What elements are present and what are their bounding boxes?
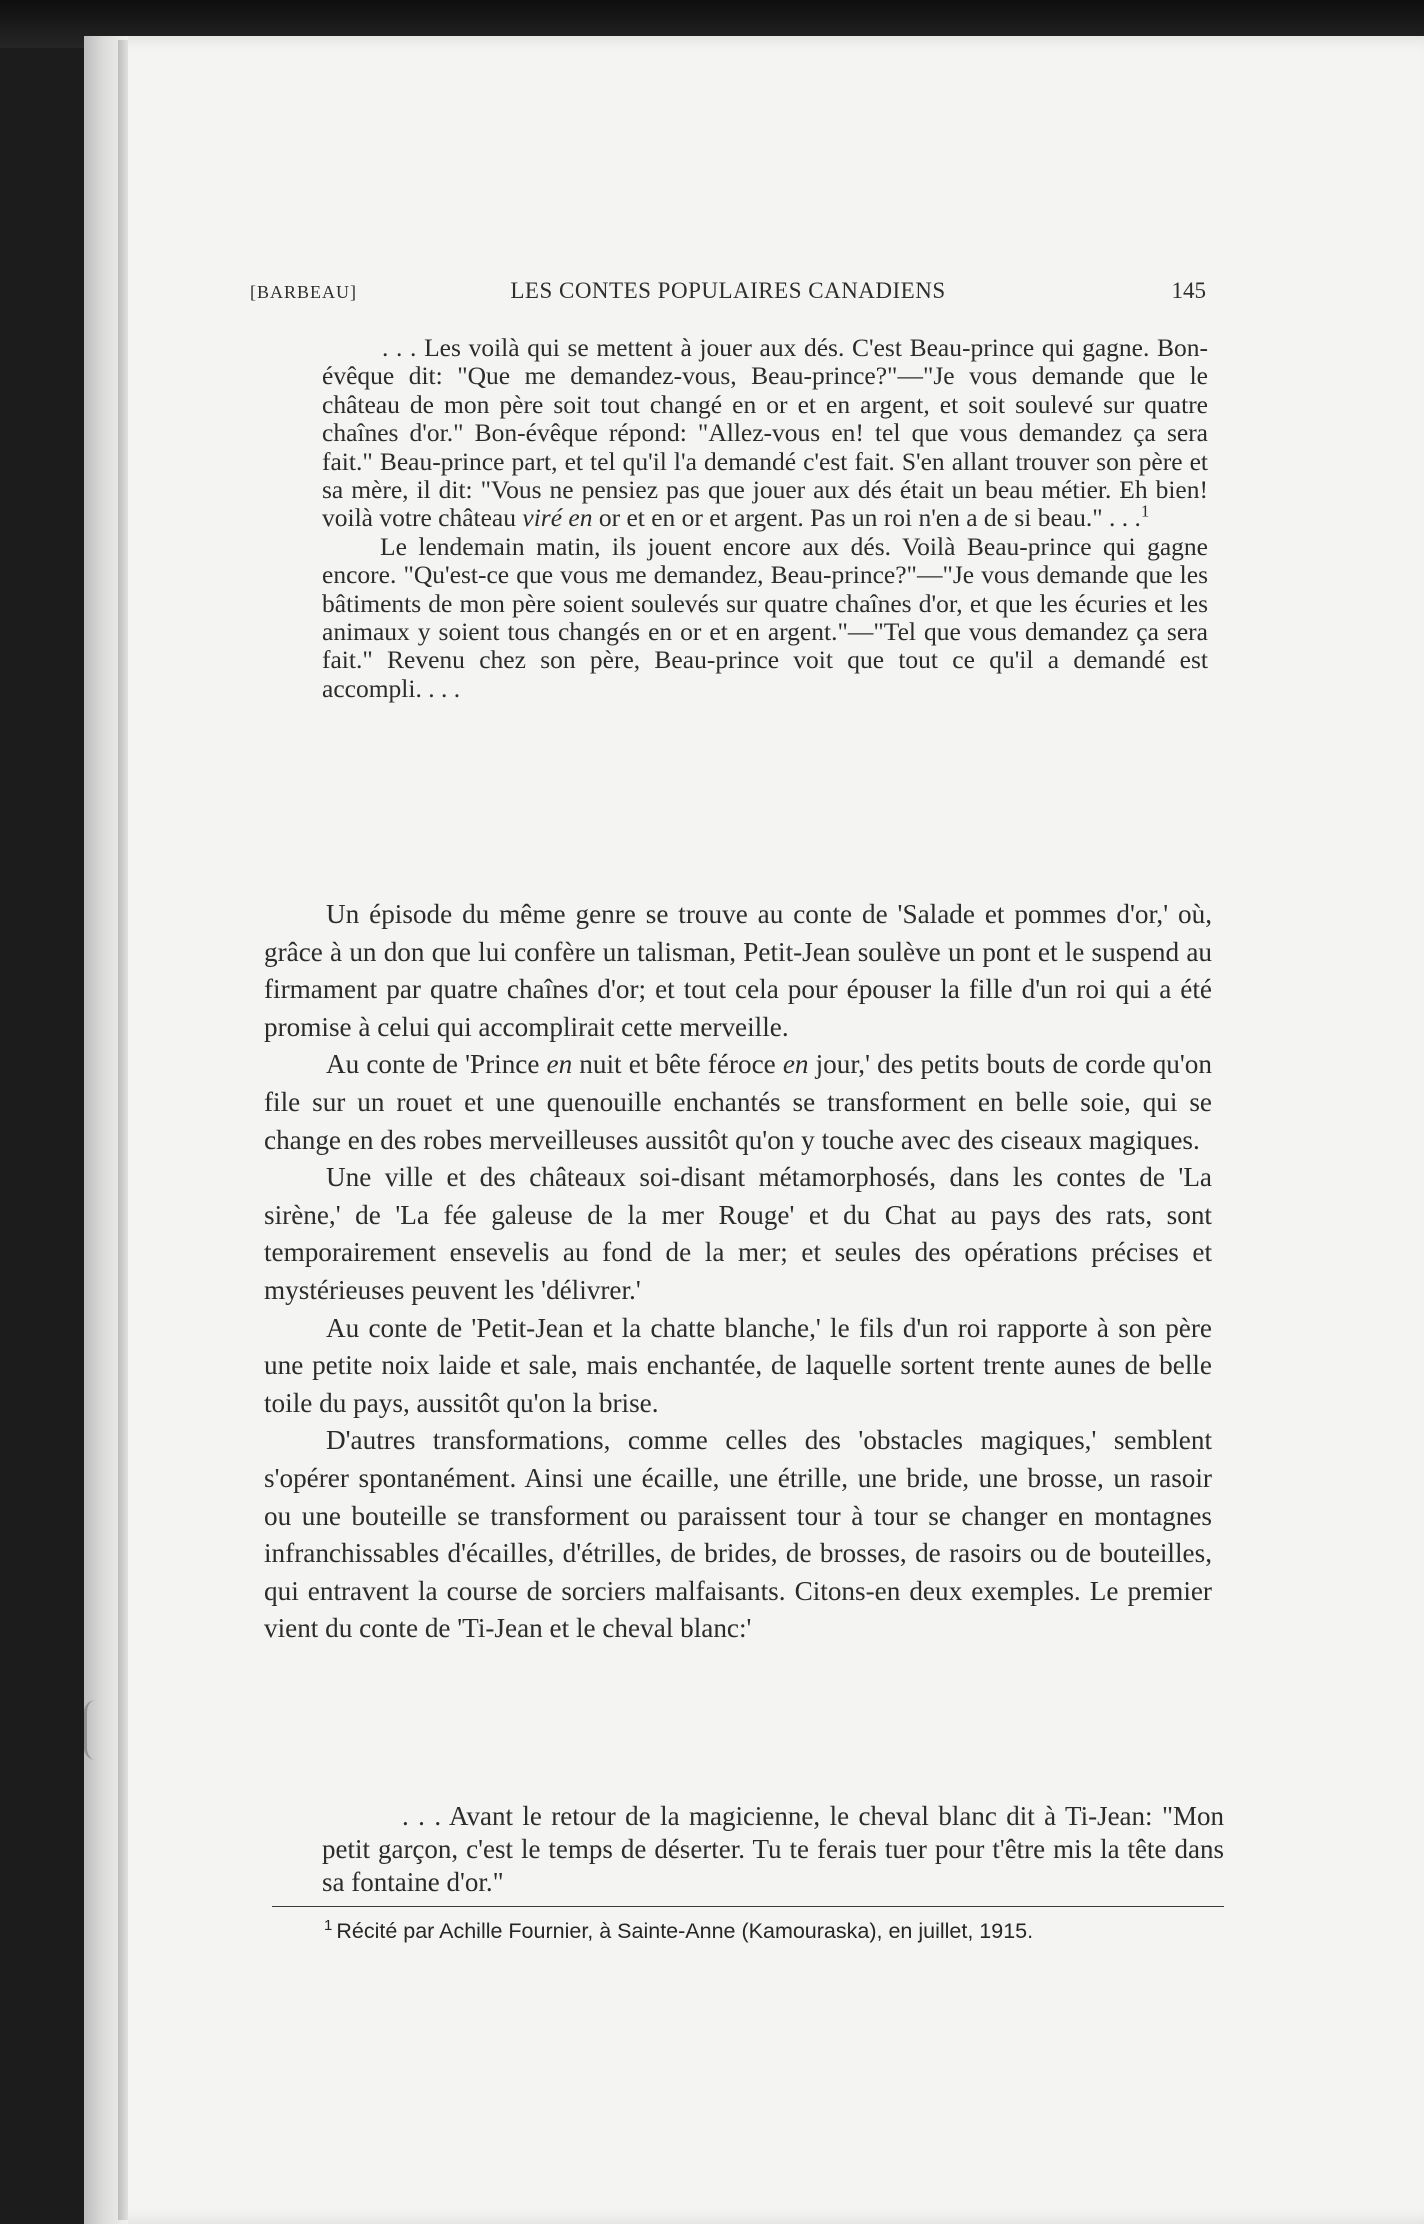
quote-paragraph: . . . Avant le retour de la magicienne, le cheval blanc dit à Ti-Jean: "Mon petit garçon, c'est le temps de déserter. Tu te ferais tuer pour t'être mis la tête dans sa fontaine d'or."	[322, 1801, 1224, 1897]
body-paragraph: D'autres transformations, comme celles des 'obstacles magiques,' semblent s'opérer spontanément. Ainsi une écaille, une étrille, une bride, une brosse, un rasoir ou une bouteille se transforment ou paraissent tour à tour se changer en montagnes infranchissables d'écailles, d'étrilles, de brides, de brosses, de rasoirs ou de bouteilles, qui entravent la course de sorciers malfaisants. Citons-en deux exemples. Le premier vient du conte de 'Ti-Jean et le cheval blanc:'	[264, 1425, 1212, 1644]
running-title: LES CONTES POPULAIRES CANADIENS	[510, 278, 946, 303]
gutter-shadow	[118, 40, 128, 2220]
running-header	[250, 278, 1206, 314]
block-quote-beau-prince	[322, 334, 1208, 703]
quote-paragraph: . . . Les voilà qui se mettent à jouer aux dés. C'est Beau-prince qui gagne. Bon-évêque dit: "Que me demandez-vous, Beau-prince?"—"Je vous demande que le château de mon père soit tout changé en or et en argent, et soit soulevé sur quatre chaînes d'or." Bon-évêque répond: "Allez-vous en! tel que vous demandez ça sera fait." Beau-prince part, et tel qu'il l'a demandé c'est fait. S'en allant trouver son père et sa mère, il dit: "Vous ne pensiez pas que jouer aux dés était un beau métier. Eh bien! voilà votre château viré en or et en or et argent. Pas un roi n'en a de si beau." . . .$^1$	[322, 333, 1208, 533]
body-text	[264, 896, 1212, 1648]
footnote-text: Récité par Achille Fournier, à Sainte-Anne (Kamouraska), en juillet, 1915.	[336, 1919, 1034, 1944]
footnote-mark: 1	[324, 1917, 333, 1934]
gutter-mark	[84, 1700, 99, 1760]
body-paragraph: Un épisode du même genre se trouve au conte de 'Salade et pommes d'or,' où, grâce à un don que lui confère un talisman, Petit-Jean soulève un pont et le suspend au firmament par quatre chaînes d'or; et tout cela pour épouser la fille d'un roi qui a été promise à celui qui accomplirait cette merveille.	[264, 899, 1212, 1042]
body-paragraph: Une ville et des châteaux soi-disant métamorphosés, dans les contes de 'La sirène,' de 'La fée galeuse de la mer Rouge' et du Chat au pays des rats, sont temporairement ensevelis au fond de la mer; et seules des opérations précises et mystérieuses peuvent les 'délivrer.'	[264, 1162, 1212, 1305]
running-author: [BARBEAU]	[250, 282, 357, 302]
block-quote-ti-jean	[322, 1800, 1224, 1899]
page-number: 145	[1171, 278, 1206, 303]
body-paragraph: Au conte de 'Prince en nuit et bête féroce en jour,' des petits bouts de corde qu'on file sur un rouet et une quenouille enchantés se transforment en belle soie, qui se change en des robes merveilleuses aussitôt qu'on y touche avec des ciseaux magiques.	[264, 1049, 1212, 1155]
footnote	[324, 1912, 1224, 1945]
footnote-rule	[272, 1906, 1224, 1907]
footnote-reference: 1	[1140, 501, 1150, 521]
body-paragraph: Au conte de 'Petit-Jean et la chatte blanche,' le fils d'un roi rapporte à son père une petite noix laide et sale, mais enchantée, de laquelle sortent trente aunes de belle toile du pays, aussitôt qu'on la brise.	[264, 1312, 1212, 1418]
quote-paragraph: Le lendemain matin, ils jouent encore aux dés. Voilà Beau-prince qui gagne encore. "Qu'est-ce que vous me demandez, Beau-prince?"—"Je vous demande que les bâtiments de mon père soient soulevés sur quatre chaînes d'or, et que les écuries et les animaux y soient tous changés en or et en argent."—"Tel que vous demandez ça sera fait." Revenu chez son père, Beau-prince voit que tout ce qu'il a demandé est accompli. . . .	[322, 531, 1208, 703]
